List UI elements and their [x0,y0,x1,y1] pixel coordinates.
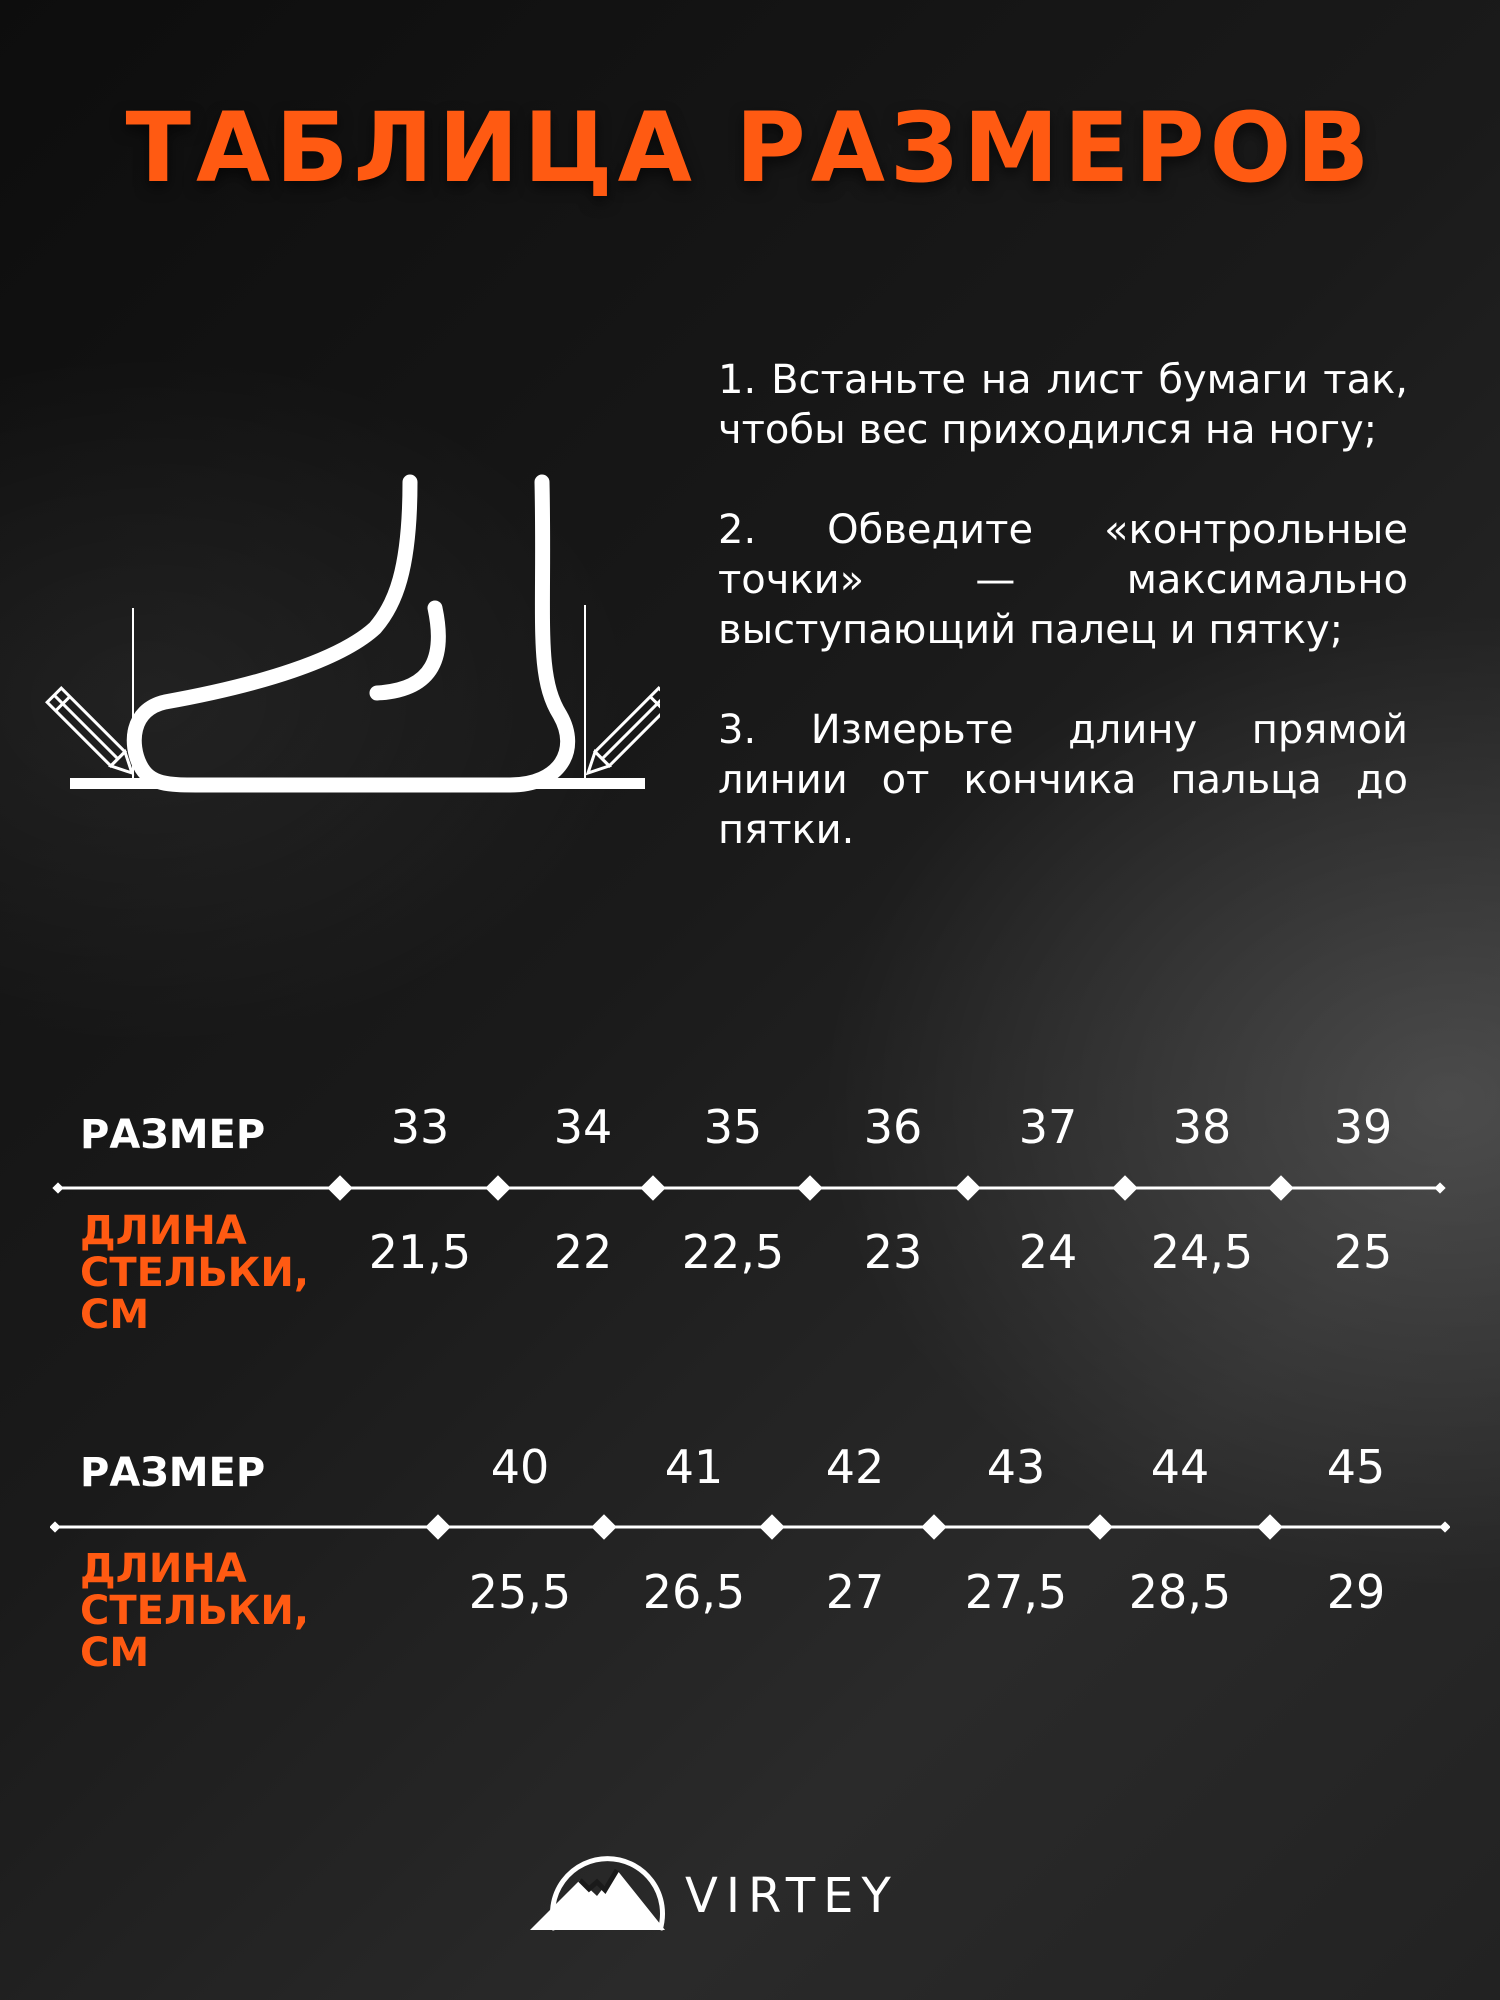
size-value: 36 [863,1100,923,1154]
axis-divider-marker [759,1514,784,1539]
length-value: 24,5 [1150,1225,1254,1279]
label-line: ДЛИНА [80,1208,247,1254]
length-value: 27 [825,1565,885,1619]
size-axis [50,1173,1450,1203]
insole-length-label [80,1210,309,1336]
insole-length-label [80,1548,309,1674]
length-value: 21,5 [368,1225,472,1279]
size-value: 34 [553,1100,613,1154]
length-value: 22,5 [681,1225,785,1279]
label-line: СМ [80,1292,150,1338]
axis-divider-marker [1257,1514,1282,1539]
size-value: 43 [986,1440,1046,1494]
label-line: СМ [80,1630,150,1676]
instruction-step-1: 1. Встаньте на лист бумаги так, чтобы вес приходился на ногу; [718,357,1408,453]
size-value: 35 [703,1100,763,1154]
length-value: 28,5 [1128,1565,1232,1619]
size-value: 37 [1018,1100,1078,1154]
axis-divider-marker [591,1514,616,1539]
page-title: ТАБЛИЦА РАЗМЕРОВ [125,92,1375,204]
size-value: 41 [664,1440,724,1494]
axis-divider-marker [1268,1175,1293,1200]
size-value: 44 [1150,1440,1210,1494]
axis-divider-marker [921,1514,946,1539]
size-axis [50,1512,1450,1542]
axis-divider-marker [425,1514,450,1539]
axis-divider-marker [1112,1175,1137,1200]
length-value: 27,5 [964,1565,1068,1619]
axis-end-marker [1439,1521,1450,1532]
size-value: 38 [1172,1100,1232,1154]
length-value: 25 [1333,1225,1393,1279]
axis-divider-marker [1087,1514,1112,1539]
size-row-label: РАЗМЕР [80,1112,266,1158]
axis-divider-marker [640,1175,665,1200]
instruction-step-3: 3. Измерьте длину прямой линии от кончика пальца до пятки. [718,707,1408,853]
length-value: 29 [1326,1565,1386,1619]
axis-divider-marker [955,1175,980,1200]
size-row-label: РАЗМЕР [80,1450,266,1496]
axis-divider-marker [485,1175,510,1200]
length-value: 22 [553,1225,613,1279]
size-value: 42 [825,1440,885,1494]
brand-name: VIRTEY [685,1868,899,1924]
length-value: 23 [863,1225,923,1279]
axis-end-marker [50,1521,61,1532]
paper-baseline [70,778,645,789]
axis-end-marker [1434,1182,1445,1193]
size-value: 39 [1333,1100,1393,1154]
size-value: 40 [490,1440,550,1494]
label-line: ДЛИНА [80,1546,247,1592]
pencil-icon [581,688,660,780]
axis-divider-marker [327,1175,352,1200]
label-line: СТЕЛЬКИ, [80,1588,310,1634]
axis-end-marker [52,1182,63,1193]
axis-divider-marker [797,1175,822,1200]
foot-tracing-illustration [40,460,660,820]
length-value: 25,5 [468,1565,572,1619]
label-line: СТЕЛЬКИ, [80,1250,310,1296]
length-value: 24 [1018,1225,1078,1279]
instruction-step-2: 2. Обведите «контрольные точки» — максимально выступающий палец и пятку; [718,507,1408,653]
measurement-instructions [718,355,1408,905]
pencil-icon [47,688,139,780]
size-value: 45 [1326,1440,1386,1494]
foot-outline-icon [134,482,567,785]
size-value: 33 [390,1100,450,1154]
length-value: 26,5 [642,1565,746,1619]
